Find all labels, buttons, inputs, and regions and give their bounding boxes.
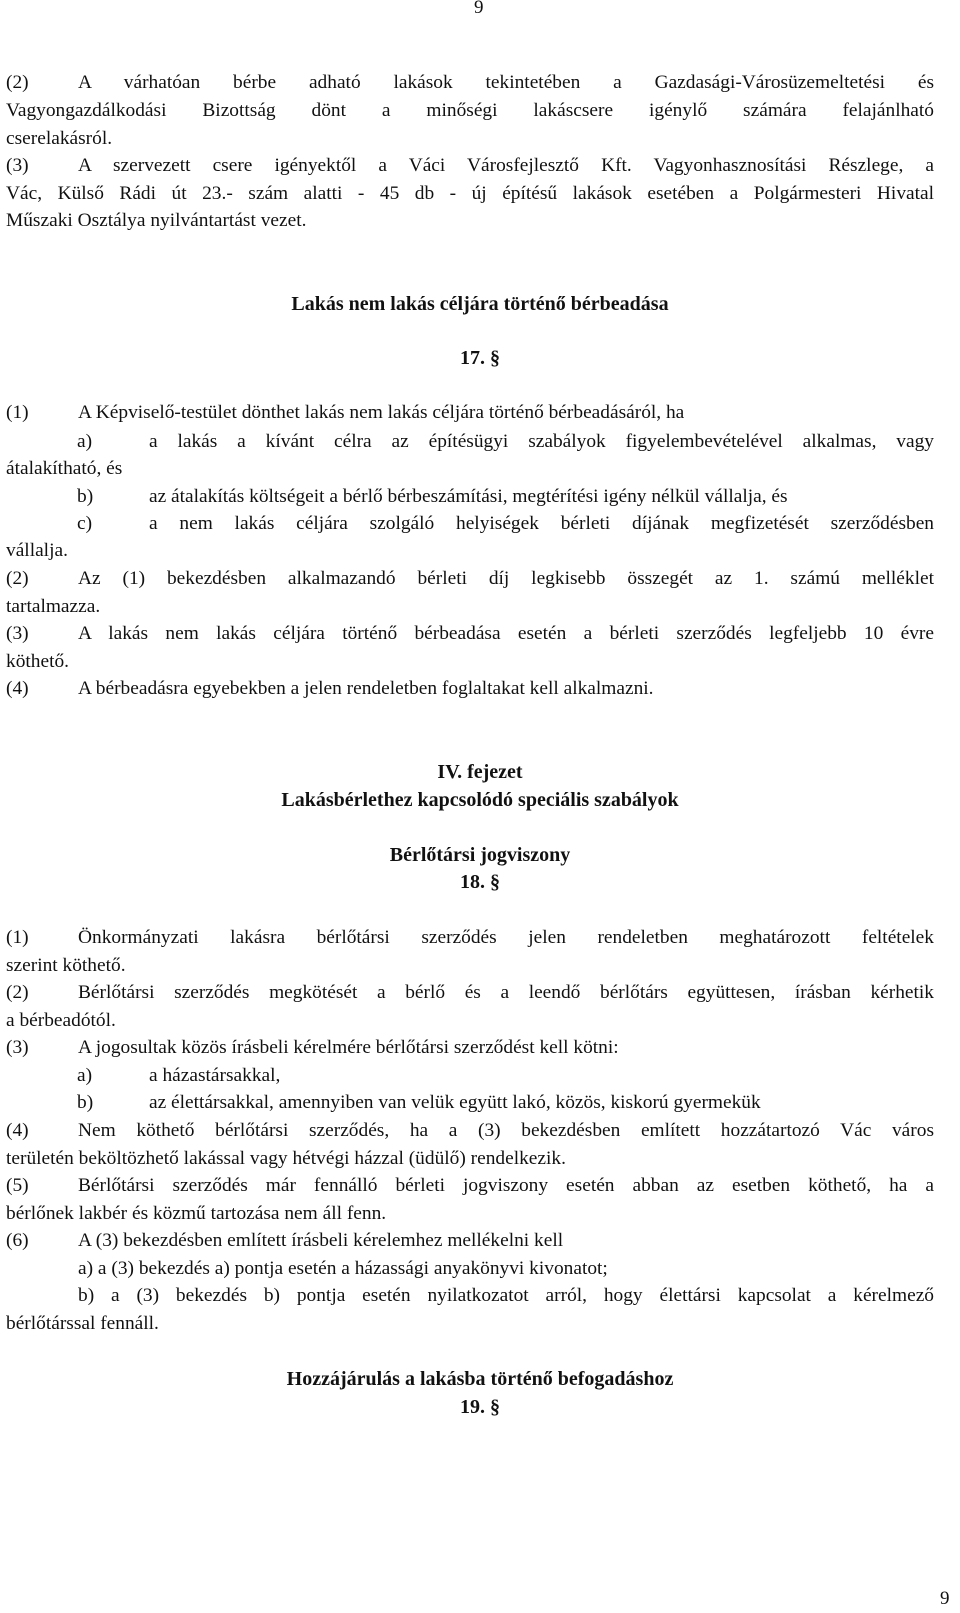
s18-p1-line2: szerint köthető. (6, 955, 126, 976)
s17-p3-line2: köthető. (6, 651, 70, 672)
paragraph-text: A bérbeadásra egyebekben a jelen rendeletben foglaltakat kell alkalmazni. (78, 678, 654, 699)
s16-p3-line2: Vác, Külső Rádi út 23.- szám alatti - 45 db - új építésű lakások esetében a Polgármesteri Hivatal (6, 183, 934, 204)
s18-p1-line1 (6, 924, 934, 952)
paragraph-label: (4) (6, 1120, 29, 1141)
section-number: 17. § (460, 347, 500, 369)
section-heading: Bérlőtársi jogviszony (389, 844, 571, 866)
s16-p2-line2: Vagyongazdálkodási Bizottság dönt a minőségi lakáscsere igénylő számára felajánlható (6, 100, 934, 121)
chapter-subtitle: Lakásbérlethez kapcsolódó speciális szabályok (281, 789, 679, 811)
s17-p4-line1 (6, 675, 934, 703)
paragraph-text: Bérlőtársi szerződés megkötését a bérlő és a leendő bérlőtárs együttesen, írásban kérhetik (78, 982, 934, 1003)
s16-p3-line3: Műszaki Osztálya nyilvántartást vezet. (6, 210, 307, 231)
paragraph-text: Önkormányzati lakásra bérlőtársi szerződés jelen rendeletben meghatározott feltételek (78, 927, 934, 948)
paragraph-text: Bérlőtársi szerződés már fennálló bérleti jogviszony esetén abban az esetben köthető, ha a (78, 1175, 934, 1196)
point-text: az átalakítás költségeit a bérlő bérbeszámítási, megtérítési igény nélkül vállalja, és (149, 486, 788, 507)
paragraph-text: A várhatóan bérbe adható lakások tekintetében a Gazdasági-Városüzemeltetési és (78, 72, 934, 93)
s17-p2-line1 (6, 565, 934, 593)
s18-p2-line1 (6, 979, 934, 1007)
paragraph-text: A (3) bekezdésben említett írásbeli kérelemhez mellékelni kell (78, 1230, 564, 1251)
point-text: a nem lakás céljára szolgáló helyiségek bérleti díjának megfizetését szerződésben (149, 513, 934, 534)
point-label: a) (77, 1065, 93, 1086)
paragraph-label: (5) (6, 1175, 29, 1196)
s16-p2-line3: cserelakásról. (6, 128, 113, 149)
s18-p6-a (6, 1255, 934, 1283)
s18-p4-line1 (6, 1117, 934, 1145)
point-label: b) (77, 1092, 94, 1113)
paragraph-label: (3) (6, 155, 29, 176)
paragraph-label: (1) (6, 927, 29, 948)
paragraph-text: A szervezett csere igényektől a Váci Városfejlesztő Kft. Vagyonhasznosítási Részlege, a (78, 155, 934, 176)
s18-p6-b-line2: bérlőtárssal fennáll. (6, 1313, 159, 1334)
s18-p5-line2: bérlőnek lakbér és közmű tartozása nem áll fenn. (6, 1203, 387, 1224)
s18-p6-b-line1 (6, 1282, 934, 1310)
page-number-bottom: 9 (940, 1588, 950, 1609)
section-heading: Hozzájárulás a lakásba történő befogadáshoz (286, 1368, 674, 1390)
s18-p4-line2: területén beköltözhető lakással vagy hétvégi házzal (üdülő) rendelkezik. (6, 1148, 566, 1169)
s17-p1-b-line1 (6, 483, 934, 511)
s18-p3-b (6, 1089, 934, 1117)
s17-p3-line1 (6, 620, 934, 648)
paragraph-label: (2) (6, 72, 29, 93)
chapter-title: IV. fejezet (437, 761, 523, 783)
paragraph-text: Az (1) bekezdésben alkalmazandó bérleti díj legkisebb összegét az 1. számú melléklet (78, 568, 934, 589)
s17-p1-c-line2: vállalja. (6, 540, 68, 561)
point-text: a lakás a kívánt célra az építésügyi szabályok figyelembevételével alkalmas, vagy (149, 431, 934, 452)
point-label: a) (77, 431, 93, 452)
paragraph-text: Nem köthető bérlőtársi szerződés, ha a (3) bekezdésben említett hozzátartozó Vác város (78, 1120, 934, 1141)
paragraph-label: (3) (6, 623, 29, 644)
s18-p6-line1 (6, 1227, 934, 1255)
point-text: b) a (3) bekezdés b) pontja esetén nyilatkozatot arról, hogy élettársi kapcsolat a kérelmező (78, 1285, 934, 1306)
paragraph-text: A lakás nem lakás céljára történő bérbeadása esetén a bérleti szerződés legfeljebb 10 évre (78, 623, 934, 644)
paragraph-label: (2) (6, 568, 29, 589)
s17-p1-a-line2: átalakítható, és (6, 458, 123, 479)
point-label: c) (77, 513, 93, 534)
paragraph-text: A Képviselő-testület dönthet lakás nem lakás céljára történő bérbeadásáról, ha (78, 402, 685, 423)
page-number-top: 9 (474, 0, 484, 18)
s17-p1-line1 (6, 399, 934, 427)
point-text: a házastársakkal, (149, 1065, 281, 1086)
paragraph-label: (3) (6, 1037, 29, 1058)
paragraph-label: (4) (6, 678, 29, 699)
s17-p1-c-line1 (6, 510, 934, 538)
s17-p2-line2: tartalmazza. (6, 596, 101, 617)
s18-p3-line1 (6, 1034, 934, 1062)
section-number: 18. § (460, 871, 500, 893)
section-number: 19. § (460, 1396, 500, 1418)
s17-p1-a-line1 (6, 428, 934, 456)
paragraph-label: (6) (6, 1230, 29, 1251)
section-heading: Lakás nem lakás céljára történő bérbeadása (291, 293, 669, 315)
s18-p2-line2: a bérbeadótól. (6, 1010, 116, 1031)
point-label: b) (77, 486, 94, 507)
paragraph-label: (1) (6, 402, 29, 423)
s18-p5-line1 (6, 1172, 934, 1200)
point-text: a) a (3) bekezdés a) pontja esetén a házassági anyakönyvi kivonatot; (78, 1258, 608, 1279)
paragraph-text: A jogosultak közös írásbeli kérelmére bérlőtársi szerződést kell kötni: (78, 1037, 619, 1058)
s16-p2-line1 (6, 69, 934, 97)
paragraph-label: (2) (6, 982, 29, 1003)
s16-p3-line1 (6, 152, 934, 180)
s18-p3-a (6, 1062, 934, 1090)
point-text: az élettársakkal, amennyiben van velük együtt lakó, közös, kiskorú gyermekük (149, 1092, 761, 1113)
